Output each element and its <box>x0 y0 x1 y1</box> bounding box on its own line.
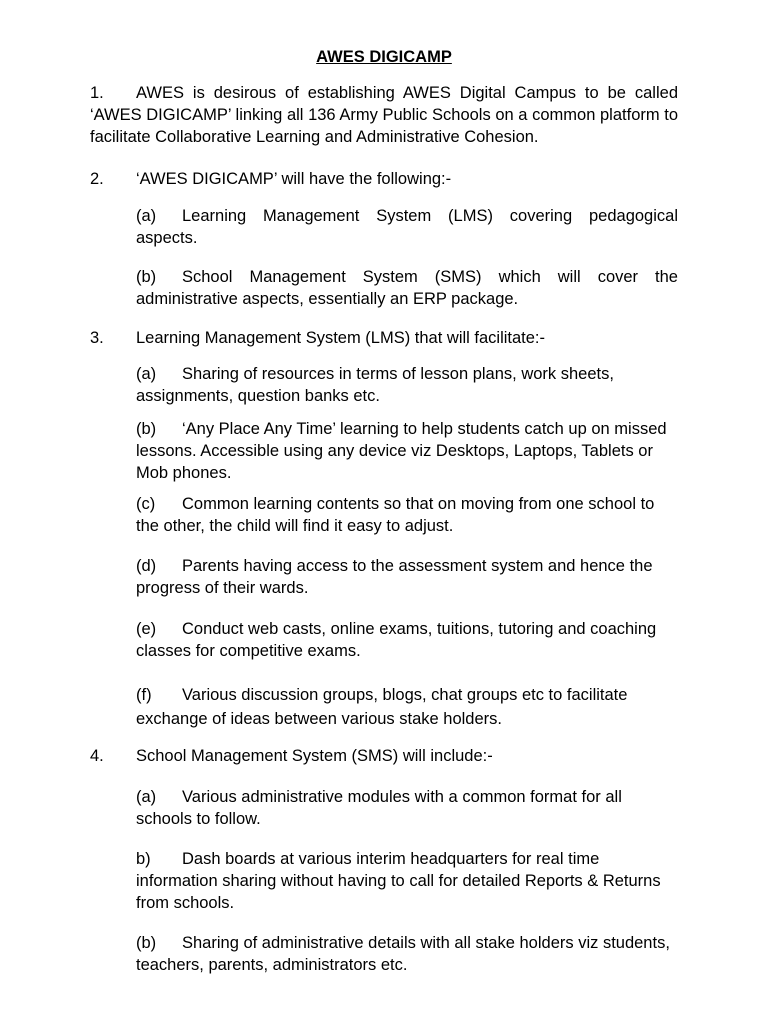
subitem-text: Conduct web casts, online exams, tuitions, tutoring and coaching classes for competitive exams. <box>136 620 657 660</box>
subitem-label: (b) <box>136 420 157 438</box>
subitem-3c <box>136 493 678 537</box>
paragraph-1 <box>90 82 678 148</box>
subitem-text: Learning Management System (LMS) covering pedagogical aspects. <box>136 207 678 247</box>
subitem-label: (a) <box>136 207 157 225</box>
subitem-label: (a) <box>136 365 157 383</box>
subitem-3e <box>136 618 678 662</box>
paragraph-2 <box>90 168 678 190</box>
subitem-3a <box>136 363 678 407</box>
subitem-text: Parents having access to the assessment system and hence the progress of their wards. <box>136 557 653 597</box>
subitem-2b <box>136 266 678 310</box>
subitem-label: (b) <box>136 934 157 952</box>
subitem-label: (f) <box>136 686 152 704</box>
subitem-label: (c) <box>136 495 156 513</box>
subitem-text: Sharing of administrative details with all stake holders viz students, teachers, parents, administrators etc. <box>136 934 670 974</box>
paragraph-number: 2. <box>90 170 104 188</box>
subitem-label: (a) <box>136 788 157 806</box>
subitem-label: b) <box>136 850 151 868</box>
subitem-label: (b) <box>136 268 157 286</box>
paragraph-text: School Management System (SMS) will include:- <box>136 747 493 765</box>
paragraph-number: 1. <box>90 84 104 102</box>
paragraph-text: AWES is desirous of establishing AWES Digital Campus to be called ‘AWES DIGICAMP’ linking all 136 Army Public Schools on a common platform to facilitate Collaborative Learning and Administrative Cohesion. <box>90 84 678 146</box>
subitem-2a <box>136 205 678 249</box>
subitem-text: School Management System (SMS) which will cover the administrative aspects, essentially an ERP package. <box>136 268 678 308</box>
subitem-label: (e) <box>136 620 157 638</box>
subitem-text: Common learning contents so that on moving from one school to the other, the child will find it easy to adjust. <box>136 495 655 535</box>
subitem-text: Various discussion groups, blogs, chat groups etc to facilitate exchange of ideas between various stake holders. <box>136 686 628 728</box>
subitem-3f <box>136 683 678 731</box>
document-title: AWES DIGICAMP <box>316 48 452 66</box>
paragraph-3 <box>90 327 678 349</box>
paragraph-text: Learning Management System (LMS) that will facilitate:- <box>136 329 546 347</box>
subitem-4c <box>136 932 678 976</box>
subitem-3d <box>136 555 678 599</box>
paragraph-text: ‘AWES DIGICAMP’ will have the following:- <box>136 170 452 188</box>
subitem-text: ‘Any Place Any Time’ learning to help students catch up on missed lessons. Accessible using any device viz Desktops, Laptops, Tablets or Mob phones. <box>136 420 667 482</box>
subitem-label: (d) <box>136 557 157 575</box>
subitem-text: Sharing of resources in terms of lesson plans, work sheets, assignments, question banks etc. <box>136 365 614 405</box>
paragraph-number: 4. <box>90 747 104 765</box>
paragraph-number: 3. <box>90 329 104 347</box>
subitem-text: Dash boards at various interim headquarters for real time information sharing without having to call for detailed Reports & Returns from schools. <box>136 850 661 912</box>
paragraph-4 <box>90 745 678 767</box>
subitem-text: Various administrative modules with a common format for all schools to follow. <box>136 788 622 828</box>
subitem-4a <box>136 786 678 830</box>
subitem-4b <box>136 848 678 914</box>
subitem-3b <box>136 418 678 484</box>
